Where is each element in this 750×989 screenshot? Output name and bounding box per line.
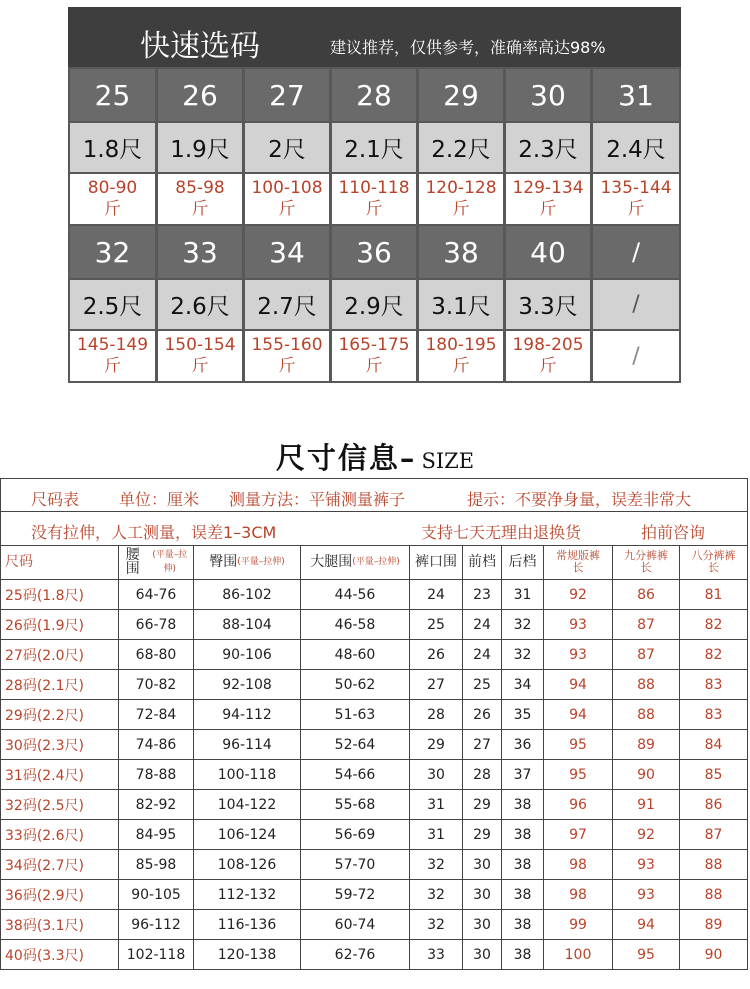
table-cell: 82-92: [119, 790, 194, 820]
table-cell: 88: [680, 880, 748, 910]
quick-size-cell: 28: [332, 69, 416, 121]
quick-weight-cell: [506, 331, 590, 381]
table-cell: 81: [680, 580, 748, 610]
table-cell: 83: [680, 670, 748, 700]
column-header: [119, 545, 194, 580]
table-cell: 31: [410, 820, 463, 850]
row-size-label: 40码(3.3尺): [0, 940, 119, 970]
table-cell: 31: [502, 580, 544, 610]
table-cell: 82: [680, 610, 748, 640]
table-cell: 25: [463, 670, 502, 700]
quick-size-subtitle: 建议推荐，仅供参考，准确率高达98%: [330, 38, 606, 57]
table-cell: 86: [680, 790, 748, 820]
quick-size-title: 快速选码: [140, 29, 260, 64]
table-cell: 44-56: [301, 580, 410, 610]
table-cell: 88: [613, 670, 680, 700]
quick-size-cell: 29: [419, 69, 503, 121]
table-cell: 46-58: [301, 610, 410, 640]
table-cell: 94: [544, 670, 613, 700]
weight-unit: 斤: [627, 199, 645, 219]
table-cell: 112-132: [194, 880, 301, 910]
table-cell: 98: [544, 850, 613, 880]
table-cell: 88: [680, 850, 748, 880]
table-cell: 23: [463, 580, 502, 610]
quick-weight-cell: [70, 174, 155, 224]
quick-chi-cell: 1.8尺: [70, 123, 155, 172]
quick-size-cell: 31: [593, 69, 679, 121]
table-cell: 28: [463, 760, 502, 790]
table-cell: 93: [613, 880, 680, 910]
weight-unit: 斤: [278, 356, 296, 376]
table-cell: 96-114: [194, 730, 301, 760]
column-header-label: 前档: [468, 554, 496, 570]
table-cell: 51-63: [301, 700, 410, 730]
quick-size-cell: 32: [70, 226, 155, 278]
row-size-label: 27码(2.0尺): [0, 640, 119, 670]
table-cell: 68-80: [119, 640, 194, 670]
table-cell: 30: [463, 910, 502, 940]
quick-chi-cell: 2.9尺: [332, 280, 416, 329]
info-method: 测量方法：平铺测量裤子: [229, 490, 406, 509]
table-cell: 89: [680, 910, 748, 940]
weight-range: 80-90: [87, 178, 138, 198]
info-returns: 支持七天无理由退换货: [421, 523, 582, 542]
column-header-label: 尺码: [5, 554, 33, 570]
table-cell: 116-136: [194, 910, 301, 940]
table-cell: 26: [410, 640, 463, 670]
table-cell: 108-126: [194, 850, 301, 880]
weight-range: 129-134: [512, 178, 584, 198]
table-cell: 90-106: [194, 640, 301, 670]
quick-weight-cell: [332, 174, 416, 224]
table-cell: 98: [544, 880, 613, 910]
table-cell: 92-108: [194, 670, 301, 700]
weight-unit: 斤: [539, 199, 557, 219]
table-cell: 88: [613, 700, 680, 730]
table-cell: 30: [463, 880, 502, 910]
column-header-label: 九分裤裤长: [624, 549, 668, 574]
table-cell: 84-95: [119, 820, 194, 850]
table-cell: 95: [613, 940, 680, 970]
quick-weight-cell: [593, 174, 679, 224]
table-cell: 88-104: [194, 610, 301, 640]
info-consult: 拍前咨询: [641, 523, 706, 542]
weight-range: 135-144: [600, 178, 672, 198]
table-cell: 84: [680, 730, 748, 760]
table-cell: 90: [613, 760, 680, 790]
table-cell: 38: [502, 910, 544, 940]
quick-size-cell: 26: [158, 69, 242, 121]
weight-unit: 斤: [365, 356, 383, 376]
weight-unit: 斤: [104, 356, 121, 376]
weight-unit: 斤: [539, 356, 557, 376]
column-header: [194, 545, 301, 580]
quick-size-cell: 38: [419, 226, 503, 278]
table-cell: 72-84: [119, 700, 194, 730]
quick-chi-cell: 2尺: [245, 123, 329, 172]
quick-size-cell: 33: [158, 226, 242, 278]
weight-range: 155-160: [251, 335, 323, 355]
table-cell: 94: [613, 910, 680, 940]
table-cell: 96: [544, 790, 613, 820]
row-size-label: 29码(2.2尺): [0, 700, 119, 730]
column-header-label: 腰围: [125, 547, 140, 577]
quick-weight-cell: [70, 331, 155, 381]
quick-size-cell: 25: [70, 69, 155, 121]
quick-chi-cell: 2.5尺: [70, 280, 155, 329]
row-size-label: 32码(2.5尺): [0, 790, 119, 820]
column-header: [502, 545, 544, 580]
table-cell: 24: [463, 640, 502, 670]
weight-range: 85-98: [175, 178, 225, 198]
column-header: [613, 545, 680, 580]
info-note: 没有拉伸，人工测量，误差1–3CM: [31, 523, 277, 542]
table-cell: 95: [544, 760, 613, 790]
info-unit: 单位：厘米: [119, 490, 200, 509]
table-cell: 106-124: [194, 820, 301, 850]
table-cell: 87: [613, 640, 680, 670]
weight-unit: 斤: [365, 199, 383, 219]
table-cell: 64-76: [119, 580, 194, 610]
table-cell: 74-86: [119, 730, 194, 760]
table-cell: 35: [502, 700, 544, 730]
weight-range: 198-205: [512, 335, 584, 355]
row-size-label: 28码(2.1尺): [0, 670, 119, 700]
table-cell: 89: [613, 730, 680, 760]
table-cell: 99: [544, 910, 613, 940]
table-cell: 54-66: [301, 760, 410, 790]
table-cell: 38: [502, 820, 544, 850]
quick-chi-cell: 2.6尺: [158, 280, 242, 329]
weight-range: 145-149: [76, 335, 149, 355]
table-cell: 34: [502, 670, 544, 700]
table-cell: 27: [463, 730, 502, 760]
table-cell: 30: [410, 760, 463, 790]
column-header-label: 臀围: [209, 554, 238, 570]
row-size-label: 34码(2.7尺): [0, 850, 119, 880]
row-size-label: 30码(2.3尺): [0, 730, 119, 760]
quick-weight-cell: [158, 174, 242, 224]
weight-unit: 斤: [278, 199, 296, 219]
quick-chi-cell: 1.9尺: [158, 123, 242, 172]
table-cell: 32: [410, 880, 463, 910]
table-cell: 29: [463, 790, 502, 820]
table-cell: 100: [544, 940, 613, 970]
column-header: [301, 545, 410, 580]
size-info-heading: [0, 436, 750, 477]
table-cell: 66-78: [119, 610, 194, 640]
quick-weight-cell: /: [593, 331, 679, 381]
table-cell: 93: [544, 610, 613, 640]
quick-weight-cell: [332, 331, 416, 381]
quick-chi-cell: 2.1尺: [332, 123, 416, 172]
table-cell: 26: [463, 700, 502, 730]
table-cell: 104-122: [194, 790, 301, 820]
weight-unit: 斤: [191, 356, 209, 376]
table-cell: 32: [502, 610, 544, 640]
table-cell: 55-68: [301, 790, 410, 820]
info-row-2: [0, 511, 748, 546]
table-cell: 27: [410, 670, 463, 700]
table-cell: 36: [502, 730, 544, 760]
weight-unit: 斤: [452, 199, 470, 219]
table-cell: 38: [502, 940, 544, 970]
table-cell: 59-72: [301, 880, 410, 910]
table-cell: 86-102: [194, 580, 301, 610]
weight-range: 180-195: [425, 335, 497, 355]
weight-range: 110-118: [338, 178, 410, 198]
table-cell: 24: [463, 610, 502, 640]
quick-chi-cell: 3.3尺: [506, 280, 590, 329]
table-cell: 82: [680, 640, 748, 670]
weight-unit: 斤: [452, 356, 470, 376]
quick-size-panel: [68, 7, 681, 383]
quick-size-cell: 27: [245, 69, 329, 121]
table-cell: 83: [680, 700, 748, 730]
table-cell: 38: [502, 850, 544, 880]
table-cell: 94-112: [194, 700, 301, 730]
table-cell: 97: [544, 820, 613, 850]
table-cell: 60-74: [301, 910, 410, 940]
table-cell: 31: [410, 790, 463, 820]
table-cell: 25: [410, 610, 463, 640]
table-cell: 30: [463, 850, 502, 880]
column-header: [410, 545, 463, 580]
table-cell: 86: [613, 580, 680, 610]
weight-unit: 斤: [104, 199, 121, 219]
table-cell: 95: [544, 730, 613, 760]
quick-chi-cell: 2.3尺: [506, 123, 590, 172]
table-cell: 28: [410, 700, 463, 730]
quick-weight-cell: [245, 174, 329, 224]
column-header-label: 八分裤裤长: [691, 549, 736, 574]
table-cell: 94: [544, 700, 613, 730]
table-cell: 37: [502, 760, 544, 790]
table-cell: 85: [680, 760, 748, 790]
table-cell: 91: [613, 790, 680, 820]
weight-range: 165-175: [338, 335, 410, 355]
table-cell: 93: [544, 640, 613, 670]
column-header-note: (平量–拉伸): [237, 557, 285, 567]
weight-range: 100-108: [251, 178, 323, 198]
heading-zh: 尺寸信息: [275, 441, 400, 475]
info-row-1: [0, 478, 748, 512]
table-cell: 96-112: [119, 910, 194, 940]
column-header-label: 裤口围: [415, 554, 457, 570]
quick-size-cell: 36: [332, 226, 416, 278]
table-cell: 30: [463, 940, 502, 970]
table-cell: 93: [613, 850, 680, 880]
table-cell: 50-62: [301, 670, 410, 700]
quick-size-cell: 40: [506, 226, 590, 278]
quick-weight-cell: [506, 174, 590, 224]
info-tip: 提示：不要净身量，误差非常大: [467, 490, 692, 509]
table-cell: 85-98: [119, 850, 194, 880]
quick-chi-cell: /: [593, 280, 679, 329]
column-header-note: (平量–拉伸): [352, 557, 400, 567]
quick-size-cell: 30: [506, 69, 590, 121]
table-cell: 70-82: [119, 670, 194, 700]
table-cell: 32: [410, 850, 463, 880]
quick-size-cell: 34: [245, 226, 329, 278]
row-size-label: 31码(2.4尺): [0, 760, 119, 790]
quick-chi-cell: 3.1尺: [419, 280, 503, 329]
quick-chi-cell: 2.7尺: [245, 280, 329, 329]
quick-size-header: [68, 7, 681, 67]
table-cell: 87: [613, 610, 680, 640]
table-cell: 100-118: [194, 760, 301, 790]
quick-chi-cell: 2.4尺: [593, 123, 679, 172]
column-header: [544, 545, 613, 580]
heading-dash: –: [399, 441, 417, 475]
weight-range: 120-128: [425, 178, 497, 198]
table-cell: 78-88: [119, 760, 194, 790]
info-chart-label: 尺码表: [31, 490, 80, 509]
weight-unit: 斤: [191, 199, 209, 219]
table-cell: 57-70: [301, 850, 410, 880]
row-size-label: 26码(1.9尺): [0, 610, 119, 640]
table-cell: 24: [410, 580, 463, 610]
column-header-label: 后档: [508, 554, 537, 570]
table-cell: 32: [502, 640, 544, 670]
column-header-label: 常规版裤长: [556, 549, 600, 574]
table-cell: 102-118: [119, 940, 194, 970]
row-size-label: 36码(2.9尺): [0, 880, 119, 910]
column-header: [463, 545, 502, 580]
quick-weight-cell: [419, 331, 503, 381]
table-cell: 62-76: [301, 940, 410, 970]
quick-weight-cell: [158, 331, 242, 381]
table-cell: 90-105: [119, 880, 194, 910]
weight-range: 150-154: [164, 335, 236, 355]
row-size-label: 33码(2.6尺): [0, 820, 119, 850]
table-cell: 29: [410, 730, 463, 760]
table-cell: 33: [410, 940, 463, 970]
column-header: [680, 545, 748, 580]
table-cell: 56-69: [301, 820, 410, 850]
table-cell: 32: [410, 910, 463, 940]
column-header: [0, 545, 119, 580]
column-header-note: (平量–拉伸): [152, 550, 188, 574]
table-cell: 92: [613, 820, 680, 850]
quick-weight-cell: [419, 174, 503, 224]
heading-en: SIZE: [421, 449, 475, 473]
table-cell: 38: [502, 880, 544, 910]
table-cell: 90: [680, 940, 748, 970]
row-size-label: 25码(1.8尺): [0, 580, 119, 610]
table-cell: 120-138: [194, 940, 301, 970]
quick-weight-cell: [245, 331, 329, 381]
table-cell: 87: [680, 820, 748, 850]
column-header-label: 大腿围: [310, 554, 353, 570]
table-cell: 29: [463, 820, 502, 850]
table-cell: 92: [544, 580, 613, 610]
table-cell: 48-60: [301, 640, 410, 670]
table-cell: 38: [502, 790, 544, 820]
table-cell: 52-64: [301, 730, 410, 760]
quick-chi-cell: 2.2尺: [419, 123, 503, 172]
quick-size-cell: /: [593, 226, 679, 278]
row-size-label: 38码(3.1尺): [0, 910, 119, 940]
